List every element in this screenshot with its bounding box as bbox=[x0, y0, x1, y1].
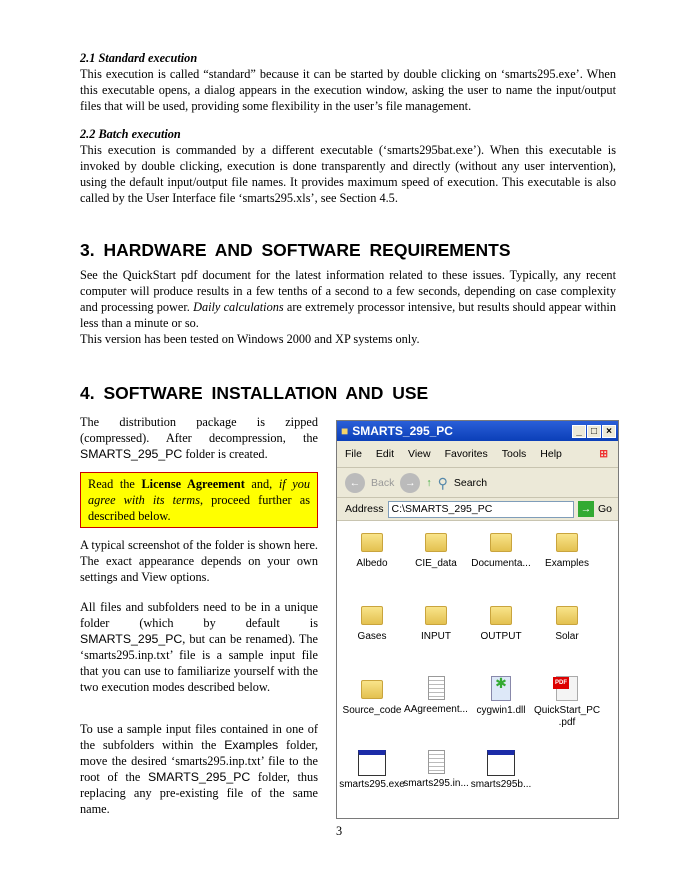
text: See the QuickStart pdf document for the latest information related to these issues. Typically, any recent computer will produce results in a few tenths of a second to a few seconds, depending on case complexity and processing power. bbox=[80, 268, 616, 314]
text: are extremely processor intensive, but results should appear within less than a minute or so. bbox=[80, 300, 616, 330]
license-note bbox=[80, 472, 318, 528]
text: This version has been tested on Windows 2000 and XP systems only. bbox=[80, 332, 420, 346]
folder-icon bbox=[361, 606, 383, 625]
file-item bbox=[468, 750, 534, 791]
windows-logo-icon: ⊞ bbox=[599, 448, 608, 460]
search-icon: ⚲ bbox=[437, 474, 448, 491]
address-label: Address bbox=[345, 503, 384, 515]
maximize-icon: □ bbox=[587, 425, 601, 438]
file-item bbox=[339, 533, 405, 570]
folder-icon bbox=[556, 606, 578, 625]
back-arrow-icon: ← bbox=[345, 473, 365, 493]
pdf-icon: PDF bbox=[556, 676, 578, 701]
text: , but can be renamed). The ‘smarts295.inp.txt’ file is a sample input file that you can use to familiarize yourself with the two execution modes described below. bbox=[80, 632, 318, 694]
folder-name: Examples bbox=[224, 738, 279, 752]
heading-2-1: 2.1 Standard execution bbox=[80, 51, 198, 65]
file-label: smarts295.in... bbox=[403, 778, 469, 789]
go-arrow-icon: → bbox=[578, 501, 594, 517]
file-label: OUTPUT bbox=[480, 631, 522, 642]
file-item bbox=[468, 533, 534, 570]
menu-file: File bbox=[345, 448, 362, 460]
file-label: cygwin1.dll bbox=[476, 705, 526, 716]
folder-icon bbox=[490, 533, 512, 552]
file-item bbox=[468, 606, 534, 643]
paragraph: This execution is called “standard” because it can be started by double clicking on ‘smarts295.exe’. When this executable opens, a dialog appears in the execution window, asking the user to name the input/output files that will be used, providing some flexibility in the user’s file management. bbox=[80, 67, 616, 113]
up-folder-icon: ↑ bbox=[426, 476, 432, 489]
folder-icon bbox=[490, 606, 512, 625]
file-item bbox=[534, 606, 600, 643]
file-item bbox=[339, 750, 405, 791]
file-label: Gases bbox=[357, 631, 387, 642]
address-bar bbox=[337, 498, 618, 521]
text: and, bbox=[244, 477, 279, 491]
file-item bbox=[468, 676, 534, 717]
menu-view: View bbox=[408, 448, 431, 460]
folder-icon bbox=[361, 680, 383, 699]
go-label: Go bbox=[597, 503, 612, 515]
text: The distribution package is zipped (compressed). After decompression, the bbox=[80, 415, 318, 445]
menu-bar bbox=[337, 441, 618, 468]
heading-2-2: 2.2 Batch execution bbox=[80, 127, 181, 141]
title-bar bbox=[337, 421, 618, 441]
text: if you agree with its terms bbox=[88, 477, 310, 507]
text: , proceed further as described below. bbox=[88, 493, 310, 523]
heading-4: 4. SOFTWARE INSTALLATION AND USE bbox=[80, 383, 429, 403]
file-label: Solar bbox=[555, 631, 579, 642]
folder-name: SMARTS_295_PC bbox=[80, 632, 183, 646]
window-title: SMARTS_295_PC bbox=[352, 424, 453, 438]
page-number: 3 bbox=[336, 824, 343, 838]
folder-name: SMARTS_295_PC bbox=[80, 447, 183, 461]
minimize-icon: _ bbox=[572, 425, 586, 438]
file-label: smarts295b... bbox=[470, 779, 532, 790]
text: folder, thus replacing any pre-existing file of the same name. bbox=[80, 770, 318, 816]
text: To use a sample input files contained in one of the subfolders within the bbox=[80, 722, 318, 752]
file-label: INPUT bbox=[421, 631, 451, 642]
file-item bbox=[534, 676, 600, 729]
paragraph: This execution is commanded by a different executable (‘smarts295bat.exe’). When this executable is invoked by double clicking, execution is done transparently and directly (without any user intervention), using the default input/output file names. It provides maximum speed of execution. This executable is also called by the User Interface file ‘smarts295.xls’, see Section 4.5. bbox=[80, 143, 616, 205]
file-label: QuickStart_PC .pdf bbox=[534, 705, 601, 728]
heading-3: 3. HARDWARE AND SOFTWARE REQUIREMENTS bbox=[80, 240, 511, 260]
file-item bbox=[403, 533, 469, 570]
menu-edit: Edit bbox=[375, 448, 395, 460]
paragraph bbox=[80, 599, 318, 695]
folder-icon bbox=[425, 533, 447, 552]
file-label: Examples bbox=[545, 558, 589, 569]
address-value: C:\SMARTS_295_PC bbox=[391, 503, 493, 515]
file-label: Source_code bbox=[342, 705, 402, 716]
text: All files and subfolders need to be in a unique folder (which by default is bbox=[80, 600, 318, 630]
file-item bbox=[339, 680, 405, 717]
file-label: Documenta... bbox=[471, 558, 531, 569]
folder-icon: ■ bbox=[341, 424, 349, 438]
folder-icon bbox=[361, 533, 383, 552]
exe-icon bbox=[358, 750, 386, 776]
exe-icon bbox=[487, 750, 515, 776]
folder-icon bbox=[556, 533, 578, 552]
text: Read the bbox=[88, 477, 142, 491]
explorer-window-screenshot bbox=[336, 420, 619, 819]
menu-favorites: Favorites bbox=[444, 448, 488, 460]
file-item bbox=[403, 606, 469, 643]
menu-help: Help bbox=[540, 448, 562, 460]
forward-arrow-icon: → bbox=[400, 473, 420, 493]
paragraph bbox=[80, 721, 318, 817]
section-2-2 bbox=[80, 126, 616, 206]
file-label: CIE_data bbox=[415, 558, 457, 569]
section-2-1 bbox=[80, 50, 616, 114]
file-label: AAgreement... bbox=[404, 704, 468, 715]
file-item bbox=[339, 606, 405, 643]
dll-icon: ✱ bbox=[491, 676, 511, 701]
paragraph: A typical screenshot of the folder is shown here. The exact appearance depends on your own settings and View options. bbox=[80, 538, 318, 584]
address-field bbox=[388, 501, 574, 518]
close-icon: × bbox=[602, 425, 616, 438]
file-label: Albedo bbox=[356, 558, 388, 569]
paragraph bbox=[80, 414, 318, 462]
text: folder is created. bbox=[182, 447, 268, 461]
folder-icon bbox=[425, 606, 447, 625]
text: folder, move the desired ‘smarts295.inp.txt’ file to the root of the bbox=[80, 738, 318, 784]
menu-tools: Tools bbox=[501, 448, 527, 460]
file-label: smarts295.exe bbox=[339, 779, 405, 790]
back-label: Back bbox=[371, 476, 395, 489]
folder-name: SMARTS_295_PC bbox=[147, 770, 251, 784]
emphasis: Daily calculations bbox=[193, 300, 284, 314]
file-item bbox=[403, 676, 469, 716]
doc-icon bbox=[428, 676, 445, 700]
file-item bbox=[403, 750, 469, 790]
doc-icon bbox=[428, 750, 445, 774]
file-item bbox=[534, 533, 600, 570]
search-label: Search bbox=[453, 476, 488, 489]
license-agreement: License Agreement bbox=[141, 477, 245, 491]
section-3-text bbox=[80, 267, 616, 347]
toolbar bbox=[337, 468, 618, 498]
